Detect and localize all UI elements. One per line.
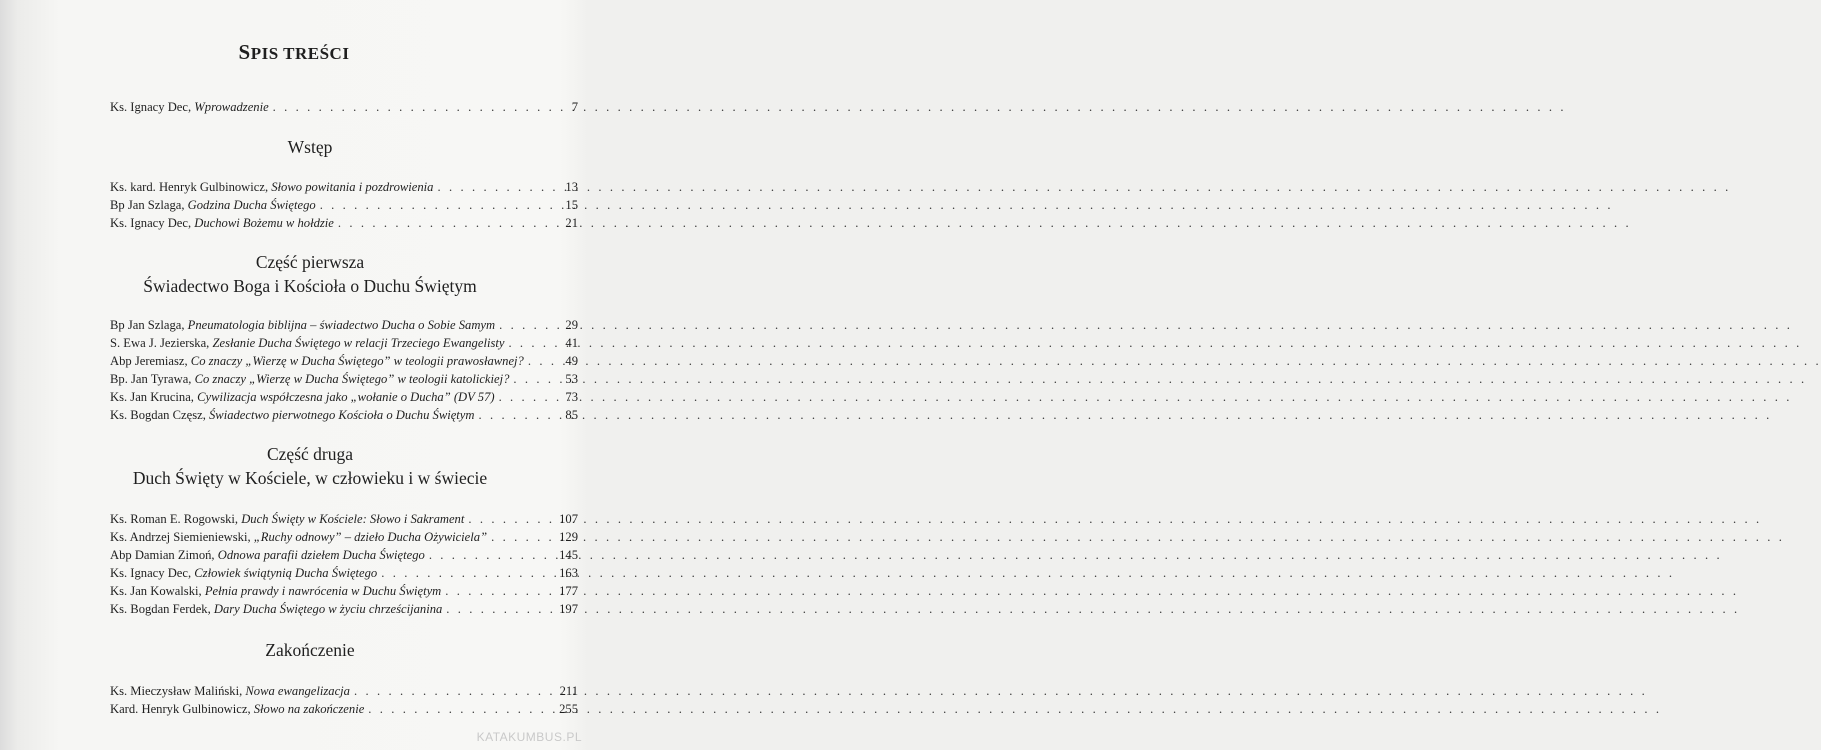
- entry-title: Człowiek świątynią Ducha Świętego: [194, 566, 378, 580]
- entry-page: 13: [565, 180, 578, 194]
- entry-page: 15: [565, 198, 578, 212]
- entry-author: Bp Jan Szlaga,: [110, 198, 188, 212]
- page-title: [0, 40, 588, 65]
- entry-page: 197: [559, 602, 578, 616]
- dot-leader: [273, 98, 552, 116]
- dot-leader: [437, 178, 552, 196]
- entry-title: Co znaczy „Wierzę w Ducha Świętego” w teologii prawosławnej?: [190, 354, 524, 368]
- entry-page: 255: [559, 702, 578, 716]
- entry-title: Dary Ducha Świętego w życiu chrześcijanina: [213, 602, 443, 616]
- section-heading: [80, 442, 540, 490]
- dot-leader: [381, 564, 552, 582]
- entry-page: 29: [565, 318, 578, 332]
- toc-page: [0, 0, 588, 750]
- section-heading-line: Zakończenie: [265, 640, 355, 660]
- dot-leader: [445, 582, 552, 600]
- toc-entry: [110, 406, 578, 424]
- toc-entry: [110, 564, 578, 582]
- entry-author: Ks. Bogdan Częsz,: [110, 408, 209, 422]
- entry-page: 53: [565, 372, 578, 386]
- entry-author: Ks. Bogdan Ferdek,: [110, 602, 214, 616]
- entry-author: Ks. kard. Henryk Gulbinowicz,: [110, 180, 272, 194]
- section-heading-line: Duch Święty w Kościele, w człowieku i w świecie: [132, 468, 488, 488]
- entry-page: 211: [559, 684, 578, 698]
- entry-author: Abp Damian Zimoń,: [110, 548, 218, 562]
- entry-page: 73: [565, 390, 578, 404]
- title-rest: PIS TREŚCI: [250, 44, 350, 63]
- entry-page: 107: [559, 512, 578, 526]
- toc-entry: [110, 682, 578, 700]
- entry-title: Duchowi Bożemu w hołdzie: [194, 216, 334, 230]
- entry-author: Abp Jeremiasz,: [110, 354, 191, 368]
- dot-leader: [508, 334, 552, 352]
- title-initial: S: [238, 40, 251, 64]
- entry-author: Ks. Ignacy Dec,: [110, 100, 195, 114]
- section-heading: [80, 135, 540, 159]
- entry-title: Zesłanie Ducha Świętego w relacji Trzeciego Ewangelisty: [212, 336, 505, 350]
- toc-entry: [110, 178, 578, 196]
- watermark: KATAKUMBUS.PL: [476, 730, 582, 744]
- dot-leader: [528, 352, 552, 370]
- section-heading: [80, 250, 540, 298]
- toc-entry: [110, 352, 578, 370]
- entry-page: 21: [565, 216, 578, 230]
- entry-page: 177: [559, 584, 578, 598]
- entry-title: Co znaczy „Wierzę w Ducha Świętego” w teologii katolickiej?: [194, 372, 510, 386]
- toc-entry: [110, 582, 578, 600]
- entry-page: 49: [565, 354, 578, 368]
- section-heading-line: Część pierwsza: [255, 252, 365, 272]
- toc-entry: [110, 510, 578, 528]
- entry-title: Pełnia prawdy i nawrócenia w Duchu Świętym: [204, 584, 442, 598]
- dot-leader: [368, 700, 552, 718]
- entry-title: Duch Święty w Kościele: Słowo i Sakrament: [241, 512, 465, 526]
- section-heading-line: Świadectwo Boga i Kościoła o Duchu Świętym: [143, 276, 477, 296]
- entry-author: Bp Jan Szlaga,: [110, 318, 188, 332]
- toc-entry: [110, 600, 578, 618]
- entry-page: 145: [559, 548, 578, 562]
- entry-title: Słowo na zakończenie: [253, 702, 365, 716]
- entry-title: „Ruchy odnowy” – dzieło Ducha Ożywiciela”: [253, 530, 488, 544]
- dot-leader: [513, 370, 552, 388]
- entry-title: Pneumatologia biblijna – świadectwo Ducha o Sobie Samym: [187, 318, 496, 332]
- dot-leader: [429, 546, 552, 564]
- toc-entry: [110, 334, 578, 352]
- toc-entry: [110, 214, 578, 232]
- entry-page: 163: [559, 566, 578, 580]
- toc-entry: [110, 546, 578, 564]
- entry-author: Ks. Jan Krucina,: [110, 390, 198, 404]
- dot-leader: [338, 214, 552, 232]
- entry-title: Nowa ewangelizacja: [245, 684, 350, 698]
- entry-author: Ks. Jan Kowalski,: [110, 584, 205, 598]
- entry-title: Słowo powitania i pozdrowienia: [271, 180, 434, 194]
- entry-page: 129: [559, 530, 578, 544]
- toc-entry: [110, 700, 578, 718]
- toc-entry: [110, 388, 578, 406]
- section-heading-line: Wstęp: [287, 137, 333, 157]
- entry-title: Świadectwo pierwotnego Kościoła o Duchu Świętym: [209, 408, 475, 422]
- toc-entry: [110, 370, 578, 388]
- entry-author: Ks. Roman E. Rogowski,: [110, 512, 242, 526]
- dot-leader: [446, 600, 552, 618]
- entry-author: Ks. Ignacy Dec,: [110, 216, 195, 230]
- entry-page: 41: [565, 336, 578, 350]
- entry-author: Ks. Ignacy Dec,: [110, 566, 195, 580]
- dot-leader: [491, 528, 552, 546]
- toc-entry: [110, 528, 578, 546]
- entry-author: Ks. Andrzej Siemieniewski,: [110, 530, 254, 544]
- toc-entry: [110, 196, 578, 214]
- entry-author: Ks. Mieczysław Maliński,: [110, 684, 246, 698]
- section-heading-line: Część druga: [266, 444, 353, 464]
- entry-author: Bp. Jan Tyrawa,: [110, 372, 195, 386]
- entry-title: Cywilizacja współczesna jako „wołanie o Ducha” (DV 57): [197, 390, 495, 404]
- dot-leader: [468, 510, 552, 528]
- entry-title: Wprowadzenie: [194, 100, 269, 114]
- entry-page: 85: [565, 408, 578, 422]
- entry-title: Godzina Ducha Świętego: [187, 198, 316, 212]
- dot-leader: [499, 316, 552, 334]
- dot-leader: [354, 682, 552, 700]
- entry-author: Kard. Henryk Gulbinowicz,: [110, 702, 254, 716]
- dot-leader: [320, 196, 552, 214]
- dot-leader: [499, 388, 552, 406]
- entry-author: S. Ewa J. Jezierska,: [110, 336, 213, 350]
- toc-entry: [110, 98, 578, 116]
- entry-page: 7: [571, 100, 578, 114]
- dot-leader: [479, 406, 553, 424]
- toc-entry: [110, 316, 578, 334]
- section-heading: [80, 638, 540, 662]
- entry-title: Odnowa parafii dziełem Ducha Świętego: [217, 548, 425, 562]
